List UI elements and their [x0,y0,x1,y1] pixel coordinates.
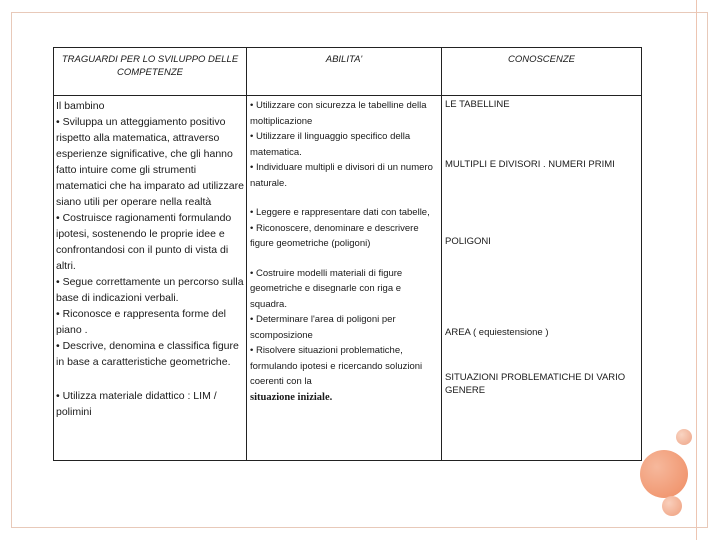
conoscenze-item: MULTIPLI E DIVISORI . NUMERI PRIMI [445,159,615,170]
abilita-item: • Determinare l'area di poligoni per scomposizione [250,314,396,341]
table-body-row [54,96,642,461]
traguardi-item: • Segue correttamente un percorso sulla base di indicazioni verbali. [56,276,244,304]
abilita-item-bold: situazione iniziale. [250,391,333,403]
conoscenze-item: POLIGONI [445,236,491,247]
abilita-item: • Risolvere situazioni problematiche, formulando ipotesi e ricercando soluzioni coerenti con la [250,345,423,387]
traguardi-item: • Descrive, denomina e classifica figure in base a caratteristiche geometriche. [56,340,239,368]
curriculum-table [53,47,642,461]
abilita-item: • Riconoscere, denominare e descrivere figure geometriche (poligoni) [250,222,419,249]
abilita-item: • Individuare multipli e divisori di un numero naturale. [250,162,433,189]
abilita-cell [247,96,442,461]
traguardi-item: Il bambino [56,100,105,112]
conoscenze-item: SITUAZIONI PROBLEMATICHE DI VARIO GENERE [445,372,626,396]
abilita-item: • Costruire modelli materiali di figure geometriche e disegnarle con riga e squadra. [250,267,403,310]
abilita-item: • Utilizzare con sicurezza le tabelline della moltiplicazione [250,100,427,127]
traguardi-item: • Utilizza materiale didattico : LIM / polimini [56,390,217,418]
decorative-circle-large [640,450,688,498]
traguardi-cell [54,96,247,461]
table-header-row [54,48,642,96]
conoscenze-item: AREA ( equiestensione ) [445,327,549,338]
decorative-circle-medium [662,496,682,516]
decorative-line [696,0,697,540]
traguardi-item: • Sviluppa un atteggiamento positivo rispetto alla matematica, attraverso esperienze significative, che gli hanno fatto intuire come gli strumenti matematici che ha imparato ad utilizzare siano utili per operare nella realtà [56,116,244,208]
abilita-item: • Leggere e rappresentare dati con tabelle, [250,207,430,218]
abilita-item: • Utilizzare il linguaggio specifico della matematica. [250,131,411,158]
header-abilita: ABILITA' [247,48,442,96]
conoscenze-cell [442,96,642,461]
conoscenze-item: LE TABELLINE [445,99,510,110]
traguardi-item: • Costruisce ragionamenti formulando ipotesi, sostenendo le proprie idee e confrontandosi con il punto di vista di altri. [56,212,232,272]
decorative-circle-small [676,429,692,445]
traguardi-item: • Riconosce e rappresenta forme del piano . [56,308,227,336]
header-conoscenze: CONOSCENZE [442,48,642,96]
header-traguardi: TRAGUARDI PER LO SVILUPPO DELLE COMPETENZE [54,48,247,96]
